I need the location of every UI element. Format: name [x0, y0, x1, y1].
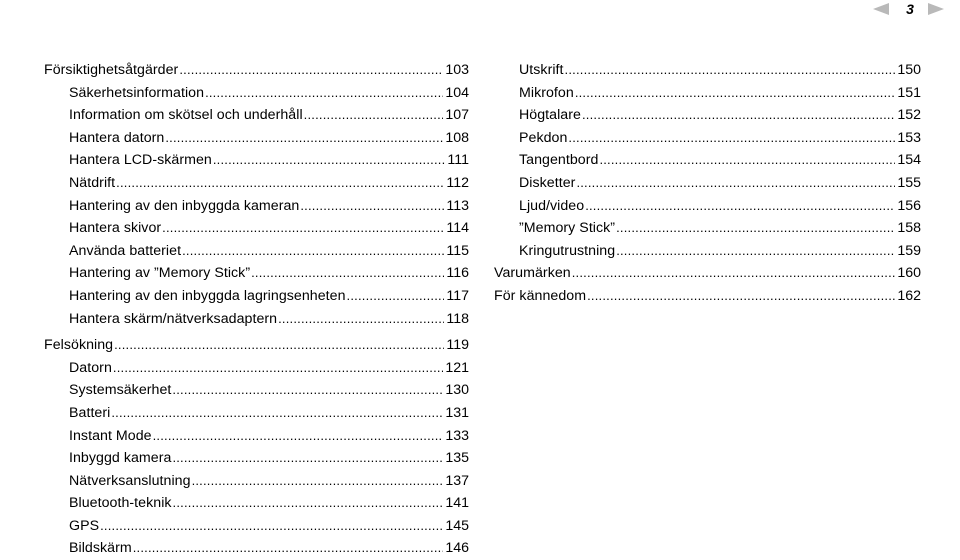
toc-entry[interactable]	[44, 127, 469, 150]
toc-entry[interactable]	[494, 240, 921, 263]
toc-entry-title: Ljud/video	[519, 197, 585, 214]
toc-entry-page: 162	[897, 287, 921, 304]
toc-entry[interactable]	[494, 82, 921, 105]
toc-entry[interactable]	[494, 195, 921, 218]
toc-entry-page: 111	[447, 152, 469, 169]
toc-entry-title: Hantera skivor	[69, 220, 162, 237]
toc-entry-page: 151	[897, 84, 921, 101]
toc-dot-leader	[153, 425, 444, 448]
toc-entry[interactable]	[44, 104, 469, 127]
toc-entry-page: 116	[446, 265, 469, 282]
toc-entry-title: Säkerhetsinformation	[69, 84, 205, 101]
arrow-right-icon[interactable]	[928, 3, 944, 15]
toc-entry[interactable]	[494, 127, 921, 150]
toc-entry-title: Varumärken	[494, 265, 571, 282]
toc-dot-leader	[304, 104, 444, 127]
toc-dot-leader	[173, 492, 444, 515]
toc-entry-title: ”Memory Stick”	[519, 220, 616, 237]
toc-entry-title: Använda batteriet	[69, 242, 182, 259]
toc-entry-page: 121	[445, 359, 469, 376]
toc-entry[interactable]	[44, 515, 469, 538]
toc-entry-page: 108	[445, 129, 469, 146]
toc-entry[interactable]	[494, 104, 921, 127]
toc-entry-page: 103	[445, 62, 469, 78]
toc-dot-leader	[347, 285, 445, 308]
toc-dot-leader	[213, 149, 446, 172]
toc-entry-title: Nätdrift	[69, 174, 116, 191]
toc-dot-leader	[576, 172, 895, 195]
toc-entry[interactable]	[494, 285, 921, 308]
toc-dot-leader	[575, 82, 896, 105]
toc-entry[interactable]	[44, 195, 469, 218]
toc-entry-page: 130	[445, 382, 469, 399]
toc-entry-page: 119	[446, 337, 469, 354]
toc-entry-title: Mikrofon	[519, 84, 574, 101]
toc-dot-leader	[114, 334, 444, 357]
toc-entry-title: GPS	[69, 517, 100, 534]
toc-entry-title: Bluetooth-teknik	[69, 495, 172, 512]
toc-entry[interactable]	[494, 59, 921, 82]
toc-entry-title: För kännedom	[494, 287, 587, 304]
toc-dot-leader	[172, 447, 443, 470]
toc-entry[interactable]	[494, 149, 921, 172]
arrow-left-icon[interactable]	[873, 3, 889, 15]
toc-entry-page: 118	[446, 310, 469, 327]
toc-dot-leader	[100, 515, 443, 538]
toc-entry[interactable]	[44, 492, 469, 515]
toc-entry-title: Instant Mode	[69, 427, 152, 444]
toc-entry-page: 160	[897, 265, 921, 282]
toc-entry[interactable]	[44, 59, 469, 82]
toc-entry-page: 114	[446, 220, 469, 237]
toc-dot-leader	[111, 402, 443, 425]
toc-entry-title: Datorn	[69, 359, 112, 376]
toc-entry-page: 117	[446, 287, 469, 304]
toc-dot-leader	[251, 262, 444, 285]
toc-entry-title: Hantera datorn	[69, 129, 165, 146]
toc-dot-leader	[582, 104, 895, 127]
toc-column-left	[44, 59, 469, 560]
toc-entry-title: Information om skötsel och underhåll	[69, 107, 303, 124]
toc-entry[interactable]	[44, 425, 469, 448]
toc-entry[interactable]	[44, 379, 469, 402]
toc-entry-page: 154	[897, 152, 921, 169]
toc-entry-title: Hantera LCD-skärmen	[69, 152, 212, 169]
toc-entry-page: 141	[445, 495, 469, 512]
toc-entry-page: 158	[897, 220, 921, 237]
toc-entry[interactable]	[44, 308, 469, 331]
toc-entry[interactable]	[494, 172, 921, 195]
toc-dot-leader	[113, 357, 443, 380]
toc-entry[interactable]	[44, 149, 469, 172]
toc-entry[interactable]	[44, 447, 469, 470]
toc-entry-title: Högtalare	[519, 107, 581, 124]
toc-dot-leader	[565, 59, 896, 82]
toc-entry-page: 155	[897, 174, 921, 191]
toc-entry-title: Batteri	[69, 404, 111, 421]
toc-entry-title: Försiktighetsåtgärder	[44, 62, 179, 78]
toc-entry-page: 135	[445, 450, 469, 467]
toc-dot-leader	[205, 82, 443, 105]
toc-dot-leader	[587, 285, 895, 308]
toc-dot-leader	[599, 149, 895, 172]
toc-entry-title: Felsökning	[44, 337, 114, 354]
toc-entry[interactable]	[494, 217, 921, 240]
toc-entry-page: 153	[897, 129, 921, 146]
toc-entry-page: 104	[445, 84, 469, 101]
page-number: 3	[906, 1, 914, 17]
toc-entry-page: 131	[445, 404, 469, 421]
toc-entry[interactable]	[44, 82, 469, 105]
toc-entry-page: 113	[446, 197, 469, 214]
toc-entry-page: 159	[897, 242, 921, 259]
toc-entry-title: Tangentbord	[519, 152, 599, 169]
toc-entry[interactable]	[44, 172, 469, 195]
toc-entry-title: Nätverksanslutning	[69, 472, 191, 489]
toc-entry[interactable]	[44, 262, 469, 285]
toc-entry[interactable]	[44, 357, 469, 380]
toc-entry[interactable]	[44, 217, 469, 240]
toc-entry[interactable]	[44, 402, 469, 425]
toc-dot-leader	[300, 195, 444, 218]
toc-entry-title: Bildskärm	[69, 540, 132, 557]
toc-entry[interactable]	[44, 470, 469, 493]
toc-dot-leader	[182, 240, 444, 263]
toc-entry-page: 133	[445, 427, 469, 444]
toc-entry-title: Hantering av ”Memory Stick”	[69, 265, 251, 282]
page-navigation	[860, 0, 960, 20]
toc-entry-title: Systemsäkerhet	[69, 382, 172, 399]
toc-entry-title: Pekdon	[519, 129, 568, 146]
toc-entry-page: 115	[446, 242, 469, 259]
toc-entry-page: 156	[897, 197, 921, 214]
toc-dot-leader	[192, 470, 444, 493]
toc-dot-leader	[179, 59, 443, 82]
toc-entry-page: 152	[897, 107, 921, 124]
toc-entry[interactable]	[44, 537, 469, 560]
toc-column-right	[494, 59, 921, 308]
toc-dot-leader	[162, 217, 444, 240]
toc-entry[interactable]	[44, 240, 469, 263]
toc-dot-leader	[616, 217, 895, 240]
toc-entry-page: 146	[445, 540, 469, 557]
toc-entry-page: 150	[897, 62, 921, 78]
toc-entry-page: 112	[446, 174, 469, 191]
toc-entry-page: 137	[445, 472, 469, 489]
toc-dot-leader	[568, 127, 895, 150]
toc-entry[interactable]	[44, 285, 469, 308]
toc-entry-title: Hantering av den inbyggda lagringsenheten	[69, 287, 346, 304]
toc-entry-title: Hantering av den inbyggda kameran	[69, 197, 300, 214]
toc-dot-leader	[165, 127, 443, 150]
toc-dot-leader	[278, 308, 444, 331]
toc-dot-leader	[133, 537, 444, 560]
toc-entry-title: Kringutrustning	[519, 242, 616, 259]
toc-dot-leader	[616, 240, 895, 263]
toc-entry-title: Inbyggd kamera	[69, 450, 172, 467]
toc-entry-title: Hantera skärm/nätverksadaptern	[69, 310, 278, 327]
toc-entry-page: 107	[445, 107, 469, 124]
toc-entry-title: Disketter	[519, 174, 576, 191]
toc-entry[interactable]	[494, 262, 921, 285]
toc-entry[interactable]	[44, 334, 469, 357]
toc-dot-leader	[585, 195, 895, 218]
toc-dot-leader	[172, 379, 443, 402]
toc-dot-leader	[572, 262, 896, 285]
toc-entry-page: 145	[445, 517, 469, 534]
toc-dot-leader	[116, 172, 444, 195]
toc-entry-title: Utskrift	[519, 62, 564, 78]
